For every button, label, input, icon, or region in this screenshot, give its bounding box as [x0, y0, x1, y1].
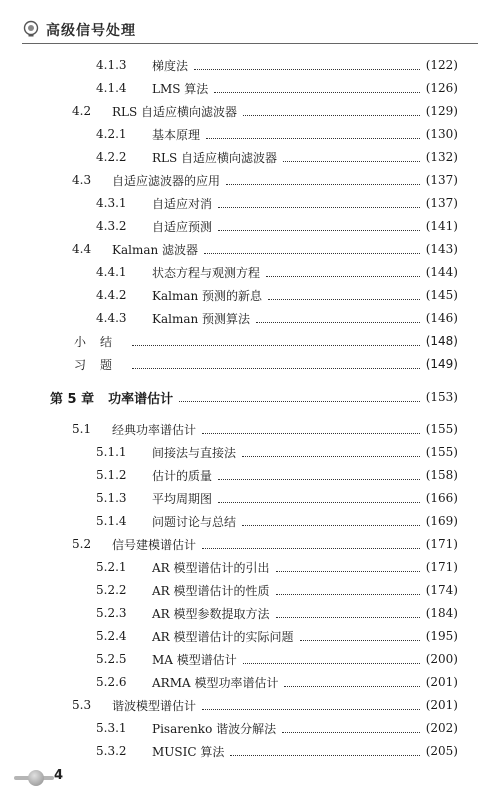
toc-number: 5.1 — [72, 422, 92, 436]
toc-entry-exercises[interactable] — [50, 353, 458, 375]
toc-page: (174) — [425, 583, 458, 597]
toc-number: 4.1.4 — [96, 81, 127, 95]
toc-entry-5-1-3[interactable] — [50, 487, 458, 509]
toc-page: (201) — [425, 698, 458, 712]
dot-leader — [276, 570, 420, 572]
toc-page: (171) — [425, 537, 458, 551]
toc-entry-4-3-2[interactable] — [50, 215, 458, 237]
toc-chapter-title: 功率谱估计 — [108, 391, 174, 407]
toc-page: (169) — [425, 514, 458, 528]
toc-number: 5.2.3 — [96, 606, 127, 620]
toc-title: Pisarenko 谐波分解法 — [152, 721, 277, 736]
dot-leader — [300, 639, 420, 641]
header-divider — [22, 43, 478, 44]
book-title: 高级信号处理 — [46, 23, 136, 39]
toc-entry-4-2-1[interactable] — [50, 123, 458, 145]
dot-leader — [132, 344, 420, 346]
toc-title: MUSIC 算法 — [152, 744, 225, 759]
toc-page: (130) — [425, 127, 458, 141]
toc-entry-4-4-2[interactable] — [50, 284, 458, 306]
running-header — [22, 16, 478, 46]
toc-title: 自适应滤波器的应用 — [112, 173, 221, 188]
toc-page: (129) — [425, 104, 458, 118]
dot-leader — [132, 367, 420, 369]
toc-number: 5.2.2 — [96, 583, 127, 597]
toc-page: (184) — [425, 606, 458, 620]
footer-circle-icon — [28, 770, 44, 786]
toc-title: AR 模型谱估计的实际问题 — [152, 629, 294, 644]
toc-chapter-number: 第 5 章 — [50, 391, 95, 407]
toc-number: 4.2 — [72, 104, 92, 118]
toc-title: 间接法与直接法 — [152, 445, 237, 460]
dot-leader — [206, 137, 420, 139]
toc-page: (145) — [425, 288, 458, 302]
dot-leader — [179, 400, 420, 402]
toc-title: LMS 算法 — [152, 81, 209, 96]
dot-leader — [214, 91, 419, 93]
toc-number: 5.1.2 — [96, 468, 127, 482]
toc-entry-4-4-1[interactable] — [50, 261, 458, 283]
toc-number: 4.4 — [72, 242, 92, 256]
toc-title: 习题 — [74, 357, 127, 372]
toc-page: (143) — [425, 242, 458, 256]
dot-leader — [243, 114, 420, 116]
toc-page: (166) — [425, 491, 458, 505]
dot-leader — [268, 298, 420, 300]
toc-title: 基本原理 — [152, 127, 201, 142]
toc-number: 5.1.4 — [96, 514, 127, 528]
dot-leader — [242, 524, 420, 526]
dot-leader — [266, 275, 420, 277]
toc-page: (144) — [425, 265, 458, 279]
toc-entry-4-1-4[interactable] — [50, 77, 458, 99]
toc-page: (201) — [425, 675, 458, 689]
dot-leader — [204, 252, 420, 254]
toc-entry-5-2[interactable] — [50, 533, 458, 555]
dot-leader — [218, 206, 420, 208]
toc-number: 4.3 — [72, 173, 92, 187]
toc-entry-5-2-6[interactable] — [50, 671, 458, 693]
toc-page: (148) — [425, 334, 458, 348]
toc-entry-4-2-2[interactable] — [50, 146, 458, 168]
dot-leader — [276, 616, 420, 618]
dot-leader — [243, 662, 420, 664]
toc-page: (149) — [425, 357, 458, 371]
toc-title: AR 模型谱估计的性质 — [152, 583, 270, 598]
toc-number: 4.3.1 — [96, 196, 127, 210]
toc-entry-chapter-5[interactable] — [50, 384, 458, 410]
toc-number: 4.4.3 — [96, 311, 127, 325]
toc-title: 平均周期图 — [152, 491, 213, 506]
toc-entry-5-2-1[interactable] — [50, 556, 458, 578]
toc-entry-5-3-2[interactable] — [50, 740, 458, 762]
toc-page: (205) — [425, 744, 458, 758]
toc-page: (126) — [425, 81, 458, 95]
toc-entry-4-4-3[interactable] — [50, 307, 458, 329]
toc-number: 5.1.3 — [96, 491, 127, 505]
toc-title: 自适应对消 — [152, 196, 213, 211]
toc-page: (153) — [425, 390, 458, 404]
dot-leader — [242, 455, 420, 457]
toc-entry-5-1-2[interactable] — [50, 464, 458, 486]
toc-title: RLS 自适应横向滤波器 — [112, 104, 238, 119]
toc-page: (155) — [425, 445, 458, 459]
toc-page: (195) — [425, 629, 458, 643]
toc-title: Kalman 预测的新息 — [152, 288, 263, 303]
toc-number: 5.1.1 — [96, 445, 127, 459]
toc-page: (146) — [425, 311, 458, 325]
toc-title: 问题讨论与总结 — [152, 514, 237, 529]
toc-number: 4.4.1 — [96, 265, 127, 279]
toc-title: 信号建模谱估计 — [112, 537, 197, 552]
toc-number: 4.3.2 — [96, 219, 127, 233]
toc-title: MA 模型谱估计 — [152, 652, 237, 667]
toc-number: 4.1.3 — [96, 58, 127, 72]
toc-number: 5.2 — [72, 537, 92, 551]
dot-leader — [226, 183, 420, 185]
toc-number: 4.4.2 — [96, 288, 127, 302]
toc-page: (202) — [425, 721, 458, 735]
toc-page: (155) — [425, 422, 458, 436]
toc-entry-4-3-1[interactable] — [50, 192, 458, 214]
toc-page: (137) — [425, 196, 458, 210]
dot-leader — [194, 68, 420, 70]
toc-number: 4.2.2 — [96, 150, 127, 164]
toc-title: AR 模型谱估计的引出 — [152, 560, 270, 575]
page-number: 4 — [54, 768, 64, 783]
toc-entry-4-3[interactable] — [50, 169, 458, 191]
lightbulb-icon — [22, 20, 40, 38]
toc-title: 自适应预测 — [152, 219, 213, 234]
toc-title: 小结 — [74, 334, 127, 349]
toc-title: AR 模型参数提取方法 — [152, 606, 270, 621]
toc-title: ARMA 模型功率谱估计 — [152, 675, 279, 690]
toc-page: (141) — [425, 219, 458, 233]
page-footer — [0, 764, 500, 794]
toc-entry-5-1-1[interactable] — [50, 441, 458, 463]
toc-entry-5-1-4[interactable] — [50, 510, 458, 532]
toc-number: 5.3.1 — [96, 721, 127, 735]
toc-title: RLS 自适应横向滤波器 — [152, 150, 278, 165]
toc-number: 5.3 — [72, 698, 92, 712]
dot-leader — [218, 229, 420, 231]
toc-number: 5.2.6 — [96, 675, 127, 689]
dot-leader — [283, 160, 420, 162]
toc-number: 5.2.1 — [96, 560, 127, 574]
toc-entry-summary[interactable] — [50, 330, 458, 352]
toc-title: Kalman 预测算法 — [152, 311, 251, 326]
toc-entry-5-1[interactable] — [50, 418, 458, 440]
dot-leader — [284, 685, 419, 687]
dot-leader — [202, 708, 420, 710]
dot-leader — [202, 547, 420, 549]
toc-page: (200) — [425, 652, 458, 666]
toc-entry-5-2-4[interactable] — [50, 625, 458, 647]
toc-title: 估计的质量 — [152, 468, 213, 483]
dot-leader — [276, 593, 420, 595]
toc-entry-5-2-3[interactable] — [50, 602, 458, 624]
dot-leader — [202, 432, 420, 434]
toc-title: 梯度法 — [152, 58, 189, 73]
toc-title: 状态方程与观测方程 — [152, 265, 261, 280]
dot-leader — [218, 501, 420, 503]
toc-number: 5.2.4 — [96, 629, 127, 643]
dot-leader — [218, 478, 420, 480]
toc-page: (158) — [425, 468, 458, 482]
toc-entry-4-1-3[interactable] — [50, 54, 458, 76]
toc-number: 5.3.2 — [96, 744, 127, 758]
toc-number: 4.2.1 — [96, 127, 127, 141]
dot-leader — [230, 754, 419, 756]
toc-page: (122) — [425, 58, 458, 72]
toc-entry-5-2-2[interactable] — [50, 579, 458, 601]
toc-title: 谐波模型谱估计 — [112, 698, 197, 713]
toc-page: (132) — [425, 150, 458, 164]
toc-page: (171) — [425, 560, 458, 574]
toc-entry-5-3-1[interactable] — [50, 717, 458, 739]
dot-leader — [256, 321, 420, 323]
dot-leader — [282, 731, 420, 733]
toc-number: 5.2.5 — [96, 652, 127, 666]
toc-entry-5-2-5[interactable] — [50, 648, 458, 670]
toc-page: (137) — [425, 173, 458, 187]
toc-title: Kalman 滤波器 — [112, 242, 199, 257]
toc-entry-4-2[interactable] — [50, 100, 458, 122]
toc-entry-4-4[interactable] — [50, 238, 458, 260]
toc-entry-5-3[interactable] — [50, 694, 458, 716]
toc-title: 经典功率谱估计 — [112, 422, 197, 437]
